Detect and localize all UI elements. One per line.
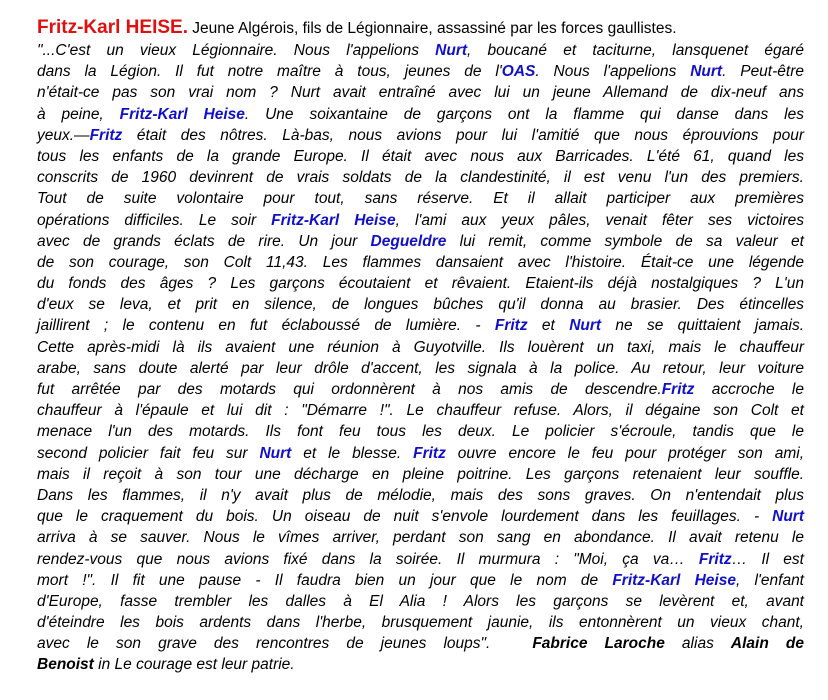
text-segment: d'éteindre les bois ardents dans l'herbe, brusquement jaunie, ils entonnèrent un vieux chant, (37, 614, 804, 632)
highlighted-name: Nurt (772, 508, 804, 526)
text-segment: Cette après-midi là ils avaient une réunion à Guyotville. Ils louèrent un taxi, mais le chauffeur (37, 338, 804, 356)
text-segment: "...C'est un vieux Légionnaire. Nous l'appelions (37, 42, 436, 59)
author-name: Benoist (37, 656, 94, 674)
highlighted-name: Degueldre (370, 232, 447, 250)
text-segment: arriva à se sauver. Nous le vîmes arriver, perdant son sang en abondance. Il avait retenu le (37, 529, 804, 547)
text-line (37, 633, 804, 654)
text-segment: , l'enfant (735, 571, 804, 589)
text-segment: tous les enfants de la grande Europe. Il était avec nous aux Barricades. L'été 61, quand les (37, 147, 804, 165)
text-line (37, 61, 804, 82)
text-segment: ouvre encore le feu pour protéger son ami, (445, 444, 805, 462)
text-segment: que le craquement du bois. Un oiseau de nuit s'envole lourdement dans les feuillages. - (37, 508, 773, 526)
text-segment: … Il est (731, 550, 804, 568)
text-line (37, 400, 804, 421)
text-segment: arabe, sans doute alerté par leur drôle d'accent, les signala à la police. Au retour, leur voiture (37, 359, 804, 377)
text-line (37, 337, 804, 358)
text-line (37, 210, 804, 231)
highlighted-name: Fritz (413, 444, 446, 462)
text-line (37, 570, 804, 591)
text-segment: ne se quittaient jamais. (601, 317, 805, 335)
text-segment: in Le courage est leur patrie. (93, 656, 295, 674)
text-segment: d'eux se leva, et prit en silence, de longues bûches qu'il donna au brasier. Des étincelles (37, 296, 804, 314)
text-segment: mort !". Il fit une pause - Il faudra bien un jour que le nom de (37, 571, 613, 589)
document-title: Fritz-Karl HEISE. (37, 17, 188, 38)
text-segment: accroche le (694, 381, 804, 398)
highlighted-name: Nurt (259, 444, 292, 462)
highlighted-name: Fritz (661, 381, 695, 398)
highlighted-name: OAS (501, 63, 536, 81)
text-line (37, 40, 804, 61)
text-segment: Tout de suite volontaire pour tout, sans réserve. Et il allait participer aux premières (37, 190, 804, 208)
text-segment: du fonds des âges ? Les garçons écoutaient et rêvaient. Etaient-ils déjà nostalgiques ? L'un (37, 275, 804, 293)
text-segment: n'était-ce pas son vrai nom ? Nurt avait entraîné avec lui un jeune Allemand de dix-neuf ans (37, 84, 804, 102)
quote-body (37, 40, 804, 676)
text-segment: chauffeur à l'épaule et lui dit : "Démarre !". Le chauffeur refuse. Alors, il dégaine son Colt et (37, 402, 804, 420)
text-line (37, 527, 804, 548)
text-line (37, 167, 804, 188)
text-line (37, 231, 804, 252)
highlighted-name: Fritz (89, 126, 123, 144)
text-segment: dans la Légion. Il fut notre maître à tous, jeunes de l' (37, 63, 502, 81)
text-segment: menace l'un des motards. Ils font feu tous les deux. Le policier s'écroule, tandis que le (37, 423, 804, 441)
text-segment: yeux.— (37, 126, 90, 144)
text-line (37, 294, 804, 315)
text-segment: à peine, (37, 105, 120, 123)
text-segment: était des nôtres. Là-bas, nous avions pour lui l'amitié que nous éprouvions pour (122, 126, 804, 144)
author-name: Fabrice Laroche (532, 635, 665, 653)
text-line (37, 612, 804, 633)
text-segment: rendez-vous que nous avions fixé dans la soirée. Il murmura : "Moi, ça va… (37, 550, 699, 568)
text-line (37, 188, 804, 209)
text-line (37, 104, 804, 125)
text-line (37, 273, 804, 294)
highlighted-name: Nurt (569, 317, 602, 335)
text-segment: . Peut-être (722, 63, 804, 81)
text-segment: mais il reçoit à son tour une décharge en pleine poitrine. Les garçons retenaient leur souffle. (37, 465, 804, 483)
text-segment: conscrits de 1960 devinrent de vrais soldats de la clandestinité, il est venu l'un des premiers. (37, 169, 804, 187)
highlighted-name: Fritz-Karl Heise (612, 571, 736, 589)
text-line (37, 506, 804, 527)
text-segment: opérations difficiles. Le soir (37, 211, 272, 229)
text-segment: jaillirent ; le contenu en fut éclaboussé de lumière. - (37, 317, 495, 335)
text-line (37, 549, 804, 570)
text-line (37, 125, 804, 146)
text-segment: . Nous l'appelions (535, 63, 691, 81)
text-line (37, 358, 804, 379)
highlighted-name: Fritz-Karl Heise (119, 105, 245, 123)
text-line (37, 252, 804, 273)
text-segment: second policier fait feu sur (37, 444, 260, 462)
text-segment: alias (664, 635, 731, 653)
text-segment: avec de grands éclats de rire. Un jour (37, 232, 371, 250)
text-line (37, 654, 804, 675)
author-name: Alain de (730, 635, 804, 653)
text-segment: avec le son grave des rencontres de jeunes loups". (37, 635, 491, 653)
highlighted-name: Fritz (698, 550, 732, 568)
document-subtitle: Jeune Algérois, fils de Légionnaire, assassiné par les forces gaullistes. (187, 20, 677, 37)
text-line (37, 464, 804, 485)
text-line (37, 421, 804, 442)
heading-line (37, 16, 804, 40)
highlighted-name: Fritz-Karl Heise (271, 211, 396, 229)
highlighted-name: Nurt (690, 63, 723, 81)
text-segment: , boucané et taciturne, lansquenet égaré (467, 42, 804, 59)
text-segment: , l'ami aux yeux pâles, venait fêter ses victoires (395, 211, 804, 229)
text-line (37, 591, 804, 612)
text-line (37, 485, 804, 506)
text-segment: et (527, 317, 570, 335)
text-line (37, 443, 804, 464)
text-segment: et le blesse. (291, 444, 414, 462)
text-segment: de son courage, son Colt 11,43. Les flammes dansaient avec l'histoire. Était-ce une légende (37, 253, 804, 271)
text-segment: fut arrêtée par des motards qui ordonnèrent à nos amis de descendre. (37, 381, 662, 398)
highlighted-name: Fritz (494, 317, 528, 335)
text-segment: Dans les flammes, il n'y avait plus de mélodie, mais des sons graves. On n'entendait plus (37, 486, 804, 504)
highlighted-name: Nurt (435, 42, 468, 59)
text-segment: . Une soixantaine de garçons ont la flamme qui danse dans les (244, 105, 804, 123)
text-line (37, 379, 804, 400)
text-line (37, 315, 804, 336)
text-segment: lui remit, comme symbole de sa valeur et (446, 232, 804, 250)
text-line (37, 146, 804, 167)
text-segment: d'Europe, fasse trembler les dalles à El Alia ! Alors les garçons se levèrent et, avant (37, 592, 804, 610)
text-line (37, 82, 804, 103)
